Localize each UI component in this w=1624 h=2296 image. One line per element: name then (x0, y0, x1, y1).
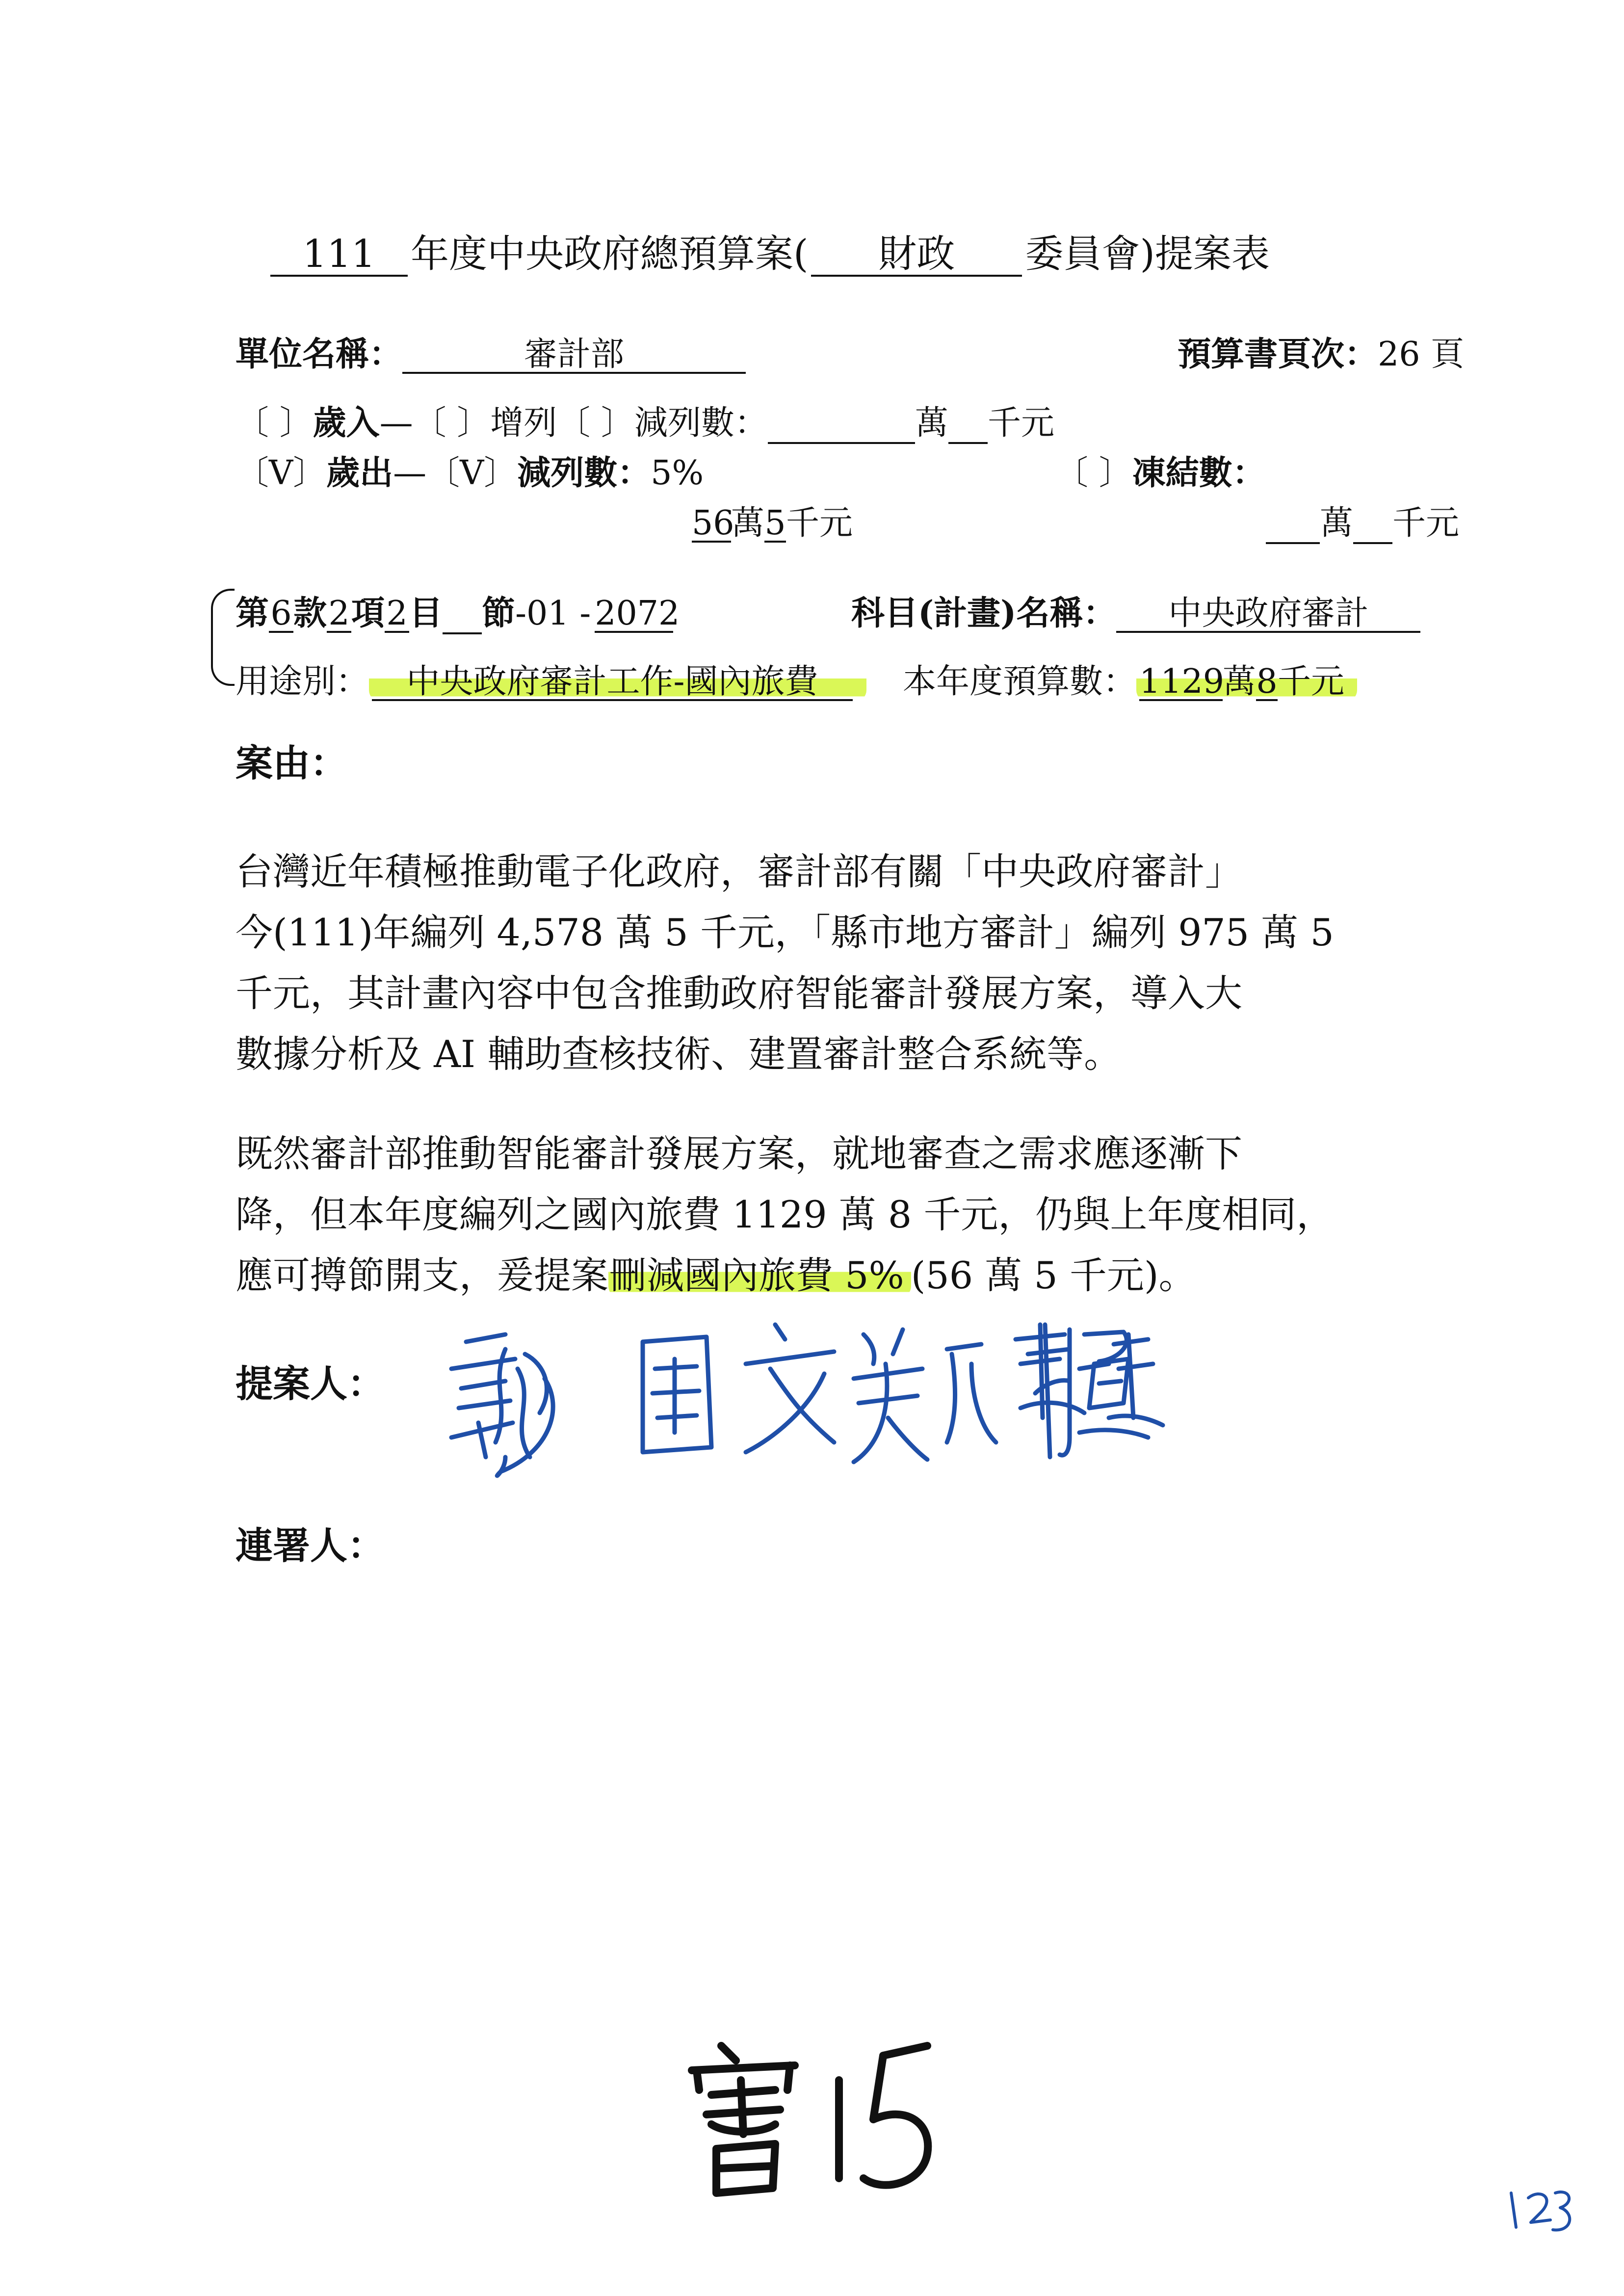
item-xiang-label: 項 (351, 594, 385, 633)
unit-label: 單位名稱： (236, 335, 403, 374)
form-title (267, 223, 1270, 278)
freeze-row (1055, 446, 1266, 494)
cosigner-label: 連署人： (236, 1524, 385, 1567)
paragraph2-line: 降，但本年度編列之國內旅費 1129 萬 8 千元，仍與上年度相同， (236, 1193, 1334, 1236)
annual-budget-wan: 1129 (1139, 662, 1225, 701)
usage-value: 中央政府審計工作-國內旅費 (372, 664, 853, 701)
revenue-qian-blank (948, 410, 988, 444)
subject-row (851, 587, 1420, 634)
paragraph2-line: 既然審計部推動智能審計發展方案，就地審查之需求應逐漸下 (236, 1132, 1242, 1175)
expense-row (236, 446, 704, 494)
freeze-checkbox: 〔 〕 (1055, 454, 1132, 493)
item-jie-blank (443, 600, 482, 634)
subject-label: 科目(計畫)名稱： (851, 594, 1117, 633)
annual-budget-qian: 8 (1256, 662, 1278, 701)
expense-decrease-label: 減列數： (517, 453, 651, 493)
paragraph2-after: (56 萬 5 千元)。 (911, 1253, 1196, 1297)
expense-decrease-checkbox: 〔V〕 (426, 454, 518, 493)
budget-page-row (1178, 328, 1464, 375)
usage-label: 用途別： (236, 662, 369, 701)
expense-percent: 5% (651, 454, 704, 493)
page-number-mark (1501, 2173, 1580, 2247)
expense-wan-unit: 萬 (731, 504, 765, 543)
expense-amount-wan: 56 (692, 504, 734, 543)
paragraph2-before: 應可撙節開支，爰提案 (236, 1253, 608, 1297)
freeze-amount-row (1266, 496, 1459, 544)
paragraph2-highlight: 刪減國內旅費 5% (608, 1253, 911, 1297)
subject-value: 中央政府審計 (1116, 596, 1420, 633)
freeze-qian-unit: 千元 (1392, 504, 1460, 543)
item-bracket (211, 589, 235, 686)
revenue-decrease-label: 減列數： (634, 404, 768, 443)
expense-amount-row (692, 496, 853, 544)
expense-amount-qian: 5 (764, 504, 786, 543)
usage-row (236, 655, 866, 703)
revenue-row (236, 396, 1054, 444)
item-mu-label: 目 (409, 594, 443, 633)
revenue-qian-unit: 千元 (987, 404, 1054, 443)
reason-label: 案由： (236, 741, 347, 785)
expense-checkbox: 〔V〕 (236, 454, 327, 493)
revenue-increase-checkbox: 〔 〕 (413, 404, 491, 443)
annual-budget-qian-unit: 千元 (1278, 662, 1345, 701)
annual-budget-label: 本年度預算數： (903, 662, 1137, 701)
item-kuan-label: 款 (293, 594, 327, 633)
title-committee: 財政 (811, 235, 1022, 277)
item-xiang: 2 (327, 596, 351, 633)
item-kuan: 6 (269, 596, 293, 633)
revenue-dash: — (379, 404, 413, 443)
title-mid: 年度中央政府總預算案( (411, 232, 809, 276)
revenue-wan-unit: 萬 (915, 404, 948, 443)
title-year: 111 (270, 235, 408, 277)
paragraph1-line: 數據分析及 AI 輔助查核技術、建置審計整合系統等。 (236, 1032, 1122, 1076)
revenue-wan-blank (768, 410, 915, 444)
proposer-signature-2 (1001, 1305, 1158, 1472)
item-di: 第 (236, 594, 269, 633)
revenue-decrease-checkbox: 〔 〕 (557, 404, 634, 443)
paragraph1-line: 台灣近年積極推動電子化政府，審計部有關「中央政府審計」 (236, 850, 1242, 893)
annual-budget-wan-unit: 萬 (1223, 662, 1257, 701)
item-code: -01 - (515, 594, 591, 633)
revenue-label: 歲入 (313, 403, 380, 443)
unit-value: 審計部 (402, 337, 746, 374)
expense-qian-unit: 千元 (786, 504, 853, 543)
paragraph1-line: 今(111)年編列 4,578 萬 5 千元，「縣市地方審計」編列 975 萬 5 (236, 911, 1334, 954)
unit-row (236, 328, 746, 375)
revenue-checkbox: 〔 〕 (236, 404, 313, 443)
budget-page-value: 26 頁 (1378, 335, 1465, 374)
handwritten-stamp (677, 2026, 952, 2213)
freeze-wan-blank (1266, 510, 1320, 544)
title-end: 委員會)提案表 (1025, 232, 1270, 276)
item-row (236, 587, 680, 634)
expense-label: 歲出 (326, 453, 393, 493)
paragraph1-line: 千元，其計畫內容中包含推動政府智能審計發展方案，導入大 (236, 971, 1242, 1015)
reason-paragraph-1 (236, 841, 1334, 1085)
freeze-qian-blank (1353, 510, 1392, 544)
budget-page-label: 預算書頁次： (1178, 335, 1378, 374)
freeze-wan-unit: 萬 (1320, 504, 1354, 543)
item-code2: 2072 (595, 594, 680, 633)
item-jie-label: 節 (482, 594, 516, 633)
expense-dash: — (393, 454, 427, 493)
reason-paragraph-2 (236, 1123, 1334, 1306)
revenue-increase-label: 增列 (490, 404, 557, 443)
proposer-label: 提案人： (236, 1362, 385, 1406)
item-mu: 2 (385, 596, 409, 633)
annual-budget-row (903, 655, 1357, 703)
freeze-label: 凍結數： (1132, 453, 1266, 493)
